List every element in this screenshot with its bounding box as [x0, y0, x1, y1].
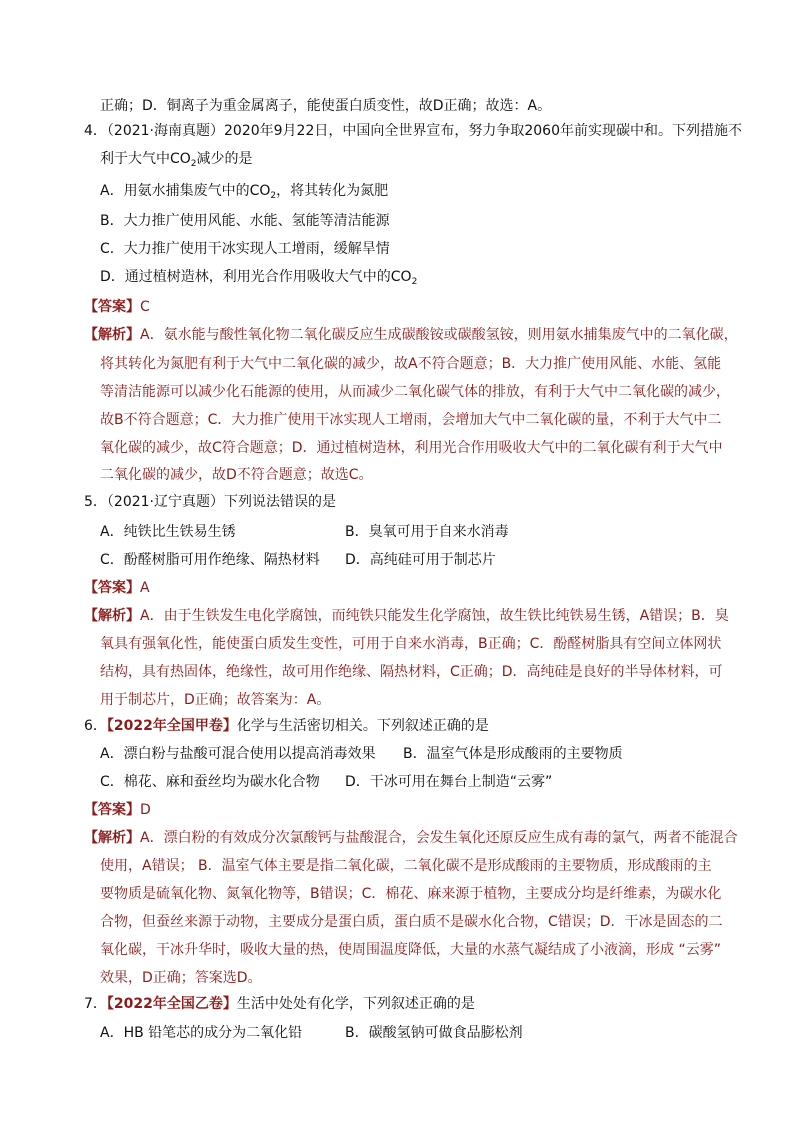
question-6-stem: [84, 716, 489, 736]
question-5-analysis-line3: [100, 662, 723, 682]
question-4-option-b: [100, 211, 390, 231]
text: 减少的是: [196, 151, 253, 167]
question-5-analysis-line4: [100, 690, 330, 710]
text: A．用氨水捕集废气中的CO: [100, 183, 271, 199]
text: A．漂白粉与盐酸可混合使用以提高消毒效果: [100, 746, 376, 762]
analysis-text: 将其转化为氮肥有利于大气中二氧化碳的减少，故A不符合题意；B．大力推广使用风能、水能、氢能: [100, 356, 722, 372]
question-stem: 化学与生活密切相关。下列叙述正确的是: [236, 718, 489, 734]
question-source: （2021·海南真题）: [106, 123, 225, 139]
question-4-analysis-line6: [100, 465, 373, 485]
analysis-text: 效果，D正确；答案选D。: [100, 970, 262, 986]
analysis-text: 使用，A错误； B．温室气体主要是指二氧化碳，二氧化碳不是形成酸雨的主要物质，形成酸雨的主: [100, 858, 712, 874]
question-4-stem-line2: [100, 149, 253, 174]
text: D．通过植树造林，利用光合作用吸收大气中的CO: [100, 269, 412, 285]
question-4-stem-line1: [84, 121, 742, 141]
question-4-analysis-line1: [84, 325, 738, 345]
text: 正确；D．铜离子为重金属离子，能使蛋白质变性，故D正确；故选：A。: [100, 98, 552, 114]
question-5-answer: [84, 578, 150, 598]
question-6-analysis-line6: [100, 968, 262, 988]
question-6-answer: [84, 800, 151, 820]
question-stem: 2020年9月22日，中国向全世界宣布，努力争取2060年前实现碳中和。下列措施不: [224, 123, 742, 139]
subscript: 2: [190, 159, 197, 169]
question-4-option-d: [100, 267, 417, 292]
analysis-text: 氧化碳的减少，故C符合题意；D．通过植树造林，利用光合作用吸收大气中的二氧化碳有利于大气中: [100, 440, 723, 456]
analysis-text: 用于制芯片，D正确；故答案为：A。: [100, 692, 331, 708]
prev-analysis-tail: [100, 96, 551, 116]
text: B．温室气体是形成酸雨的主要物质: [403, 746, 623, 762]
text: A．HB 铅笔芯的成分为二氧化铅: [100, 1025, 303, 1041]
question-4-answer: [84, 297, 150, 317]
question-4-option-c: [100, 239, 390, 259]
analysis-text: A．由于生铁发生电化学腐蚀，而纯铁只能发生化学腐蚀，故生铁比纯铁易生锈，A错误；B．臭: [140, 608, 729, 624]
question-6-option-d: [345, 772, 552, 792]
question-4-analysis-line2: [100, 354, 721, 374]
question-number: 5．: [84, 494, 107, 510]
analysis-tag: 【解析】: [84, 608, 140, 624]
subscript: 2: [270, 191, 277, 201]
analysis-text: A．漂白粉的有效成分次氯酸钙与盐酸混合，会发生氧化还原反应生成有毒的氯气，两者不能混合: [140, 830, 738, 846]
question-5-option-c: [100, 550, 320, 570]
answer-tag: 【答案】: [84, 299, 140, 315]
answer-tag: 【答案】: [84, 802, 140, 818]
question-6-option-c: [100, 772, 320, 792]
question-6-option-b: [403, 744, 623, 764]
question-number: 4．: [84, 123, 107, 139]
analysis-text: 等清洁能源可以减少化石能源的使用，从而减少二氧化碳气体的排放，有利于大气中二氧化碳的减少，: [100, 384, 730, 400]
analysis-text: 二氧化碳的减少，故D不符合题意；故选C。: [100, 467, 373, 483]
analysis-text: 故B不符合题意；C．大力推广使用干冰实现人工增雨，会增加大气中二氧化碳的量，不利于大气中二: [100, 412, 722, 428]
question-7-option-b: [345, 1023, 523, 1043]
question-5-option-d: [345, 550, 496, 570]
question-4-analysis-line5: [100, 438, 723, 458]
text: B．碳酸氢钠可做食品膨松剂: [345, 1025, 523, 1041]
analysis-text: A．氨水能与酸性氧化物二氧化碳反应生成碳酸铵或碳酸氢铵，则用氨水捕集废气中的二氧化碳，: [140, 327, 738, 343]
question-6-analysis-line4: [100, 912, 723, 932]
answer-value: A: [140, 580, 150, 596]
question-5-stem: [84, 492, 336, 512]
question-6-analysis-line1: [84, 828, 738, 848]
text: C．大力推广使用干冰实现人工增雨，缓解旱情: [100, 241, 390, 257]
analysis-text: 结构，具有热固体，绝缘性，故可用作绝缘、隔热材料，C正确；D．高纯硅是良好的半导体材料，可: [100, 664, 723, 680]
text: B．大力推广使用风能、水能、氢能等清洁能源: [100, 213, 390, 229]
question-stem: 生活中处处有化学，下列叙述正确的是: [236, 996, 475, 1012]
question-5-analysis-line2: [100, 634, 721, 654]
question-4-analysis-line4: [100, 410, 721, 430]
question-source: 【2022年全国乙卷】: [106, 996, 237, 1012]
analysis-tag: 【解析】: [84, 830, 140, 846]
analysis-text: 氧具有强氧化性，能使蛋白质发生变性，可用于自来水消毒，B正确；C．酚醛树脂具有空间立体网状: [100, 636, 722, 652]
text: A．纯铁比生铁易生锈: [100, 524, 236, 540]
analysis-text: 要物质是硫氧化物、氮氧化物等，B错误；C．棉花、麻来源于植物，主要成分均是纤维素，为碳水化: [100, 886, 722, 902]
question-5-analysis-line1: [84, 606, 729, 626]
question-5-option-b: [345, 522, 509, 542]
question-source: 【2022年全国甲卷】: [106, 718, 237, 734]
question-number: 6．: [84, 718, 107, 734]
text: B．臭氧可用于自来水消毒: [345, 524, 509, 540]
question-6-analysis-line2: [100, 856, 712, 876]
answer-value: D: [140, 802, 151, 818]
text: ，将其转化为氮肥: [276, 183, 389, 199]
analysis-text: 氧化碳，干冰升华时，吸收大量的热，使周围温度降低，大量的水蒸气凝结成了小液滴，形成 “云雾”: [100, 942, 721, 958]
text: D．干冰可用在舞台上制造“云雾”: [345, 774, 553, 790]
analysis-tag: 【解析】: [84, 327, 140, 343]
analysis-text: 合物，但蚕丝来源于动物，主要成分是蛋白质，蛋白质不是碳水化合物，C错误；D．干冰是固态的二: [100, 914, 723, 930]
answer-tag: 【答案】: [84, 580, 140, 596]
text: D．高纯硅可用于制芯片: [345, 552, 496, 568]
question-number: 7．: [84, 996, 107, 1012]
question-5-option-a: [100, 522, 236, 542]
subscript: 2: [411, 277, 418, 287]
question-stem: 下列说法错误的是: [224, 494, 337, 510]
question-4-analysis-line3: [100, 382, 730, 402]
question-source: （2021·辽宁真题）: [106, 494, 225, 510]
question-6-analysis-line5: [100, 940, 721, 960]
question-4-option-a: [100, 181, 388, 206]
question-7-stem: [84, 994, 475, 1014]
question-6-analysis-line3: [100, 884, 721, 904]
question-6-option-a: [100, 744, 376, 764]
text: C．酚醛树脂可用作绝缘、隔热材料: [100, 552, 320, 568]
question-7-option-a: [100, 1023, 302, 1043]
text: C．棉花、麻和蚕丝均为碳水化合物: [100, 774, 320, 790]
answer-value: C: [140, 299, 150, 315]
text: 利于大气中CO: [100, 151, 191, 167]
